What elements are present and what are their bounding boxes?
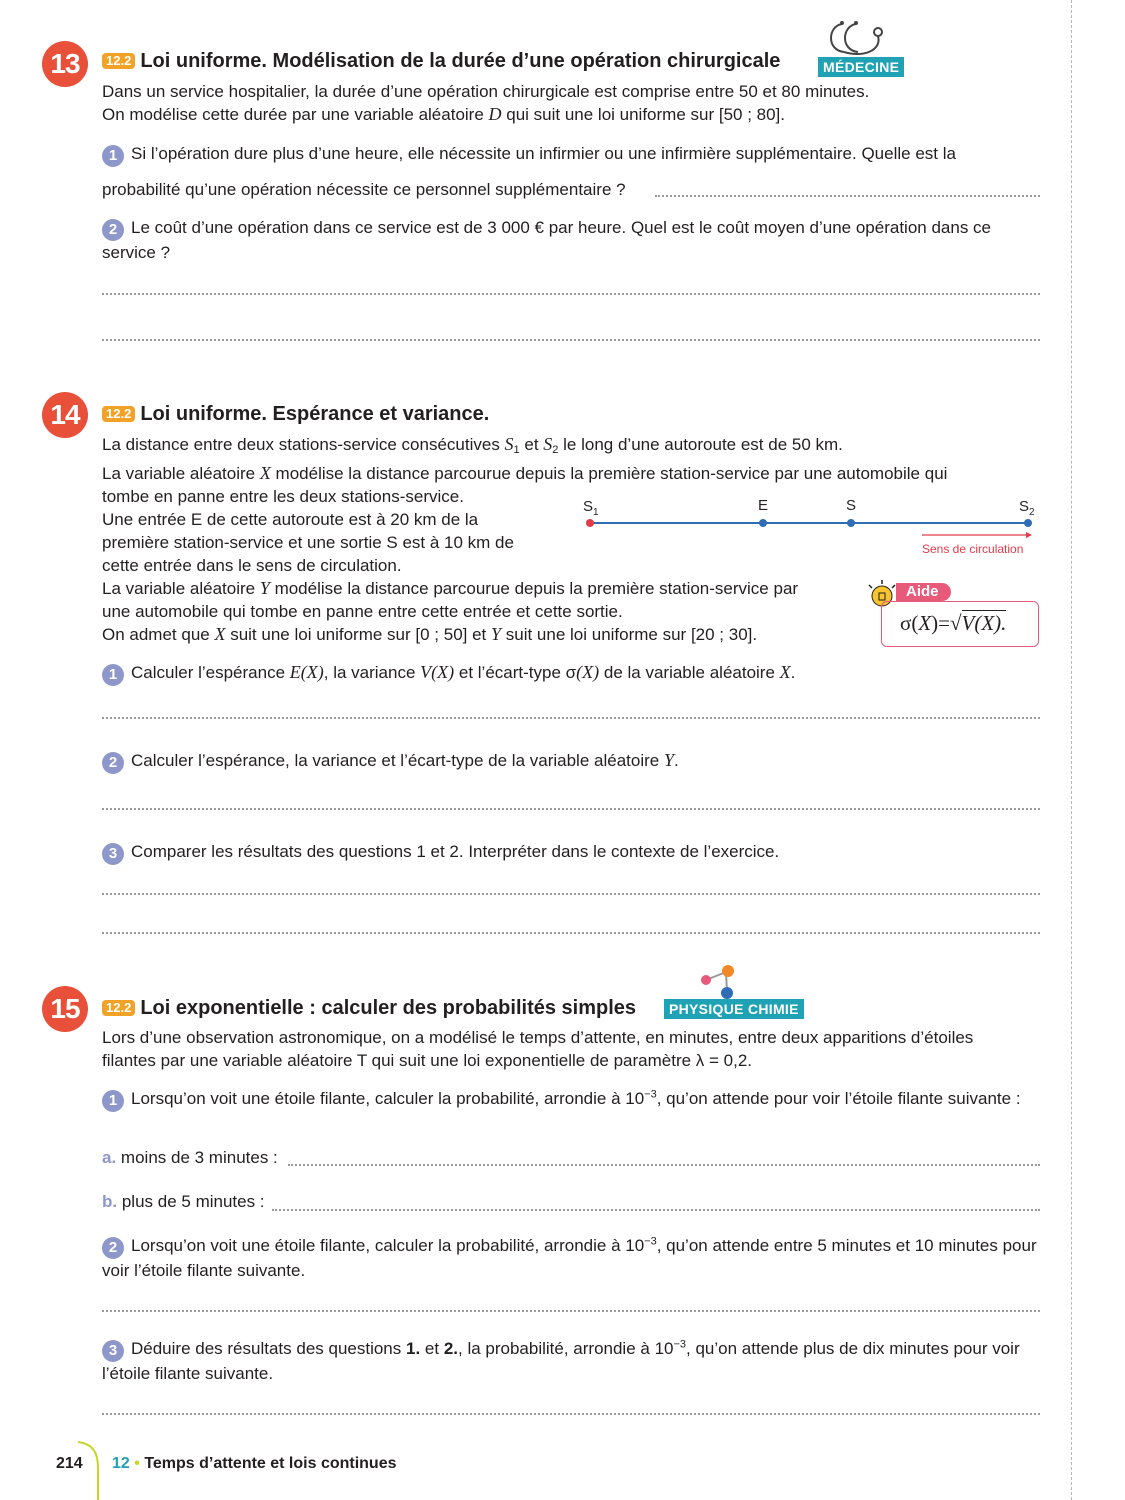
station-s1-point <box>586 519 594 527</box>
exercise-14-intro: La distance entre deux stations-service consécutives $S_1$ et $S_2$ le long d’une autoroute est de 50 km. La variable aléatoire X modélise la distance parcourue depuis la première station-service par une automobile qui tombe en panne entre les deux stations-service. Une entrée E de cette autoroute est à 20 km de la première station-service et une sortie S est à 10 km de cette entrée dans le sens de circulation. La variable aléatoire Y modélise la distance parcourue depuis la première station-service par une automobile qui tombe en panne entre cette entrée et cette sortie. On admet que X suit une loi uniforme sur [0 ; 50] et Y suit une loi uniforme sur [20 ; 30]. <box>102 434 948 644</box>
exercise-15-number: 15 <box>42 986 88 1032</box>
footer-chapter: 12 • Temps d’attente et lois continues <box>112 1455 397 1472</box>
exercise-13-number: 13 <box>42 41 88 87</box>
answer-line[interactable] <box>102 893 1040 895</box>
page-number: 214 <box>56 1455 83 1472</box>
exercise-14-question-3: 3 Comparer les résultats des questions 1 et 2. Interpréter dans le contexte de l’exercice. <box>102 840 1039 865</box>
exercise-14-number: 14 <box>42 392 88 438</box>
exercise-13-intro-line2: On modélise cette durée par une variable aléatoire D qui suit une loi uniforme sur [50 ; 80]. <box>102 104 786 124</box>
question-number: 1 <box>102 1090 124 1112</box>
aide-box <box>881 601 1039 647</box>
physique-chimie-tag: PHYSIQUE CHIMIE <box>664 999 804 1019</box>
exercise-14-question-1: 1 Calculer l’espérance E(X), la variance V(X) et l’écart-type σ(X) de la variable aléatoire X. <box>102 661 1039 686</box>
molecule-icon <box>694 962 744 1000</box>
exercise-15-question-2: 2 Lorsqu’on voit une étoile filante, calculer la probabilité, arrondie à $10^{-3}$, qu’on attende entre 5 minutes et 10 minutes pour voir l’étoile filante suivante. <box>102 1235 1037 1280</box>
entry-e-point <box>759 519 767 527</box>
answer-line[interactable] <box>102 1310 1040 1312</box>
direction-label: Sens de circulation <box>922 542 1024 556</box>
exercise-13-question-1-line2: probabilité qu’une opération nécessite ce personnel supplémentaire ? <box>102 180 626 199</box>
station-s2-point <box>1024 519 1032 527</box>
exercise-13-intro <box>102 80 1039 126</box>
answer-line[interactable] <box>102 932 1040 934</box>
label-e: E <box>758 497 769 514</box>
direction-arrowhead <box>1026 532 1032 538</box>
label-s1: $S_1$ <box>583 498 599 518</box>
answer-line[interactable] <box>102 293 1040 295</box>
exercise-15-question-1: 1 Lorsqu’on voit une étoile filante, calculer la probabilité, arrondie à $10^{-3}$, qu’on attende pour voir l’étoile filante suivante : <box>102 1087 1039 1112</box>
exercise-14-title: Loi uniforme. Espérance et variance. <box>140 403 490 425</box>
exercise-14-header <box>102 403 489 426</box>
answer-line[interactable] <box>288 1164 1040 1166</box>
highway-diagram <box>570 492 1050 562</box>
label-s2: $S_2$ <box>1019 498 1035 518</box>
answer-line[interactable] <box>102 717 1040 719</box>
page-edge-dashed-line <box>1071 0 1072 1500</box>
aide-label: Aide <box>896 583 951 601</box>
answer-line[interactable] <box>272 1209 1040 1211</box>
answer-line[interactable] <box>655 195 1040 197</box>
answer-line[interactable] <box>102 339 1040 341</box>
exercise-15-badge: 12.2 <box>102 1000 135 1016</box>
exercise-15-intro: Lors d’une observation astronomique, on a modélisé le temps d’attente, en minutes, entre deux apparitions d’étoiles filantes par une variable aléatoire T qui suit une loi exponentielle de paramètre λ = 0,2. <box>102 1028 974 1070</box>
exercise-15-title: Loi exponentielle : calculer des probabilités simples <box>140 997 637 1019</box>
exercise-15-question-3: 3 Déduire des résultats des questions 1. et 2., la probabilité, arrondie à $10^{-3}$, qu’on attende plus de dix minutes pour voir l’étoile filante suivante. <box>102 1338 1020 1383</box>
question-number: 3 <box>102 843 124 865</box>
aide-formula: σ(X)=√V(X). <box>900 611 1007 635</box>
exercise-13-question-2: 2 Le coût d’une opération dans ce service est de 3 000 € par heure. Quel est le coût moyen d’une opération dans ce service ? <box>102 218 992 262</box>
question-number: 1 <box>102 664 124 686</box>
question-number: 2 <box>102 1237 124 1259</box>
question-number: 1 <box>102 145 124 167</box>
question-number: 2 <box>102 219 124 241</box>
exercise-15-item-b: b. plus de 5 minutes : <box>102 1192 265 1211</box>
exercise-13-badge: 12.2 <box>102 53 135 69</box>
medecine-tag: MÉDECINE <box>818 57 904 77</box>
exercise-13-question-1: 1 Si l’opération dure plus d’une heure, elle nécessite un infirmier ou une infirmière supplémentaire. Quelle est la <box>102 142 1039 167</box>
label-s: S <box>846 497 857 514</box>
exercise-13-intro-line1: Dans un service hospitalier, la durée d’une opération chirurgicale est comprise entre 50 et 80 minutes. <box>102 82 870 101</box>
question-number: 2 <box>102 752 124 774</box>
exit-s-point <box>847 519 855 527</box>
stethoscope-icon <box>820 14 890 58</box>
exercise-15-item-a: a. moins de 3 minutes : <box>102 1148 278 1167</box>
exercise-14-question-2: 2 Calculer l’espérance, la variance et l’écart-type de la variable aléatoire Y. <box>102 749 1039 774</box>
question-number: 3 <box>102 1340 124 1362</box>
exercise-14-badge: 12.2 <box>102 406 135 422</box>
exercise-13-header <box>102 50 780 73</box>
answer-line[interactable] <box>102 808 1040 810</box>
exercise-15-header <box>102 997 636 1020</box>
exercise-13-title: Loi uniforme. Modélisation de la durée d’une opération chirurgicale <box>140 50 781 72</box>
answer-line[interactable] <box>102 1413 1040 1415</box>
